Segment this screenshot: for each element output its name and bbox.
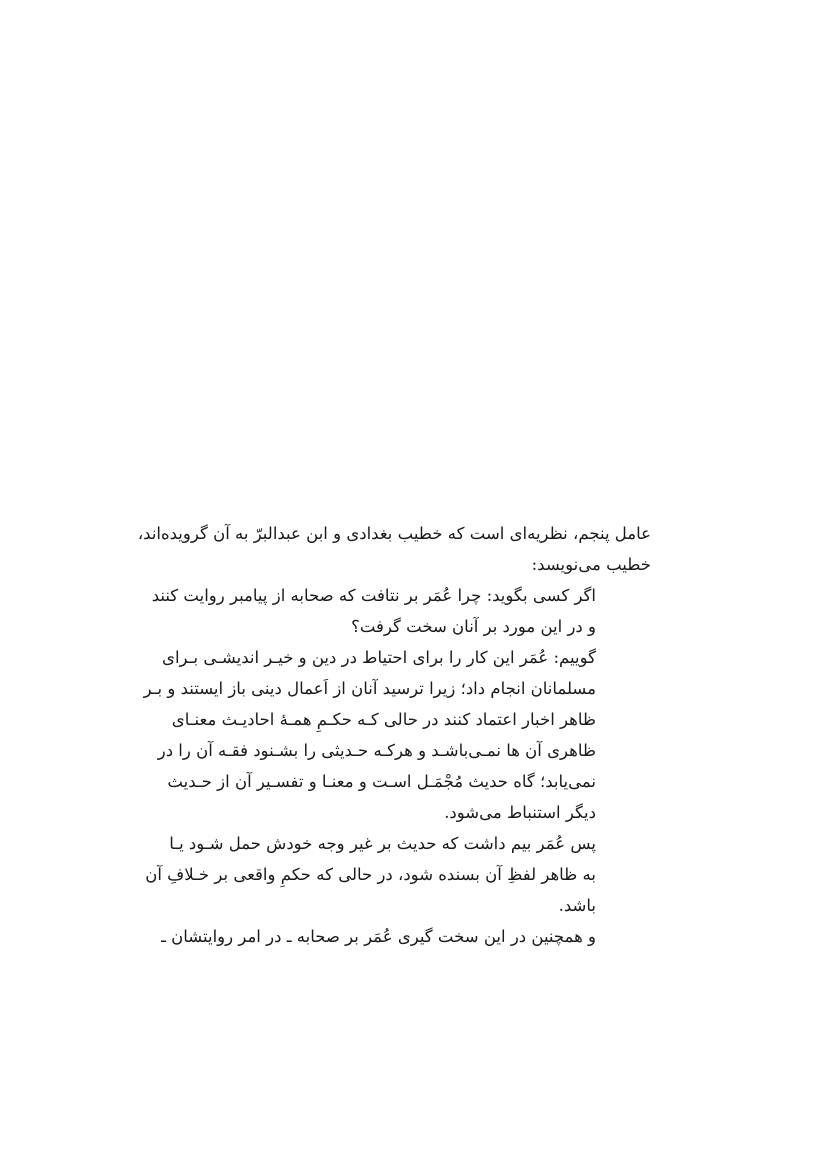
quote-paragraph — [145, 828, 596, 921]
intro-paragraph — [137, 518, 651, 580]
quote-line: ظاهری آن ها نمـی‌باشـد و هرکـه حـدیثی را بشـنود فقـه آن را در — [157, 741, 596, 760]
quote-line: پس عُمَر بیم داشت که حدیث بر غیر وجه خودش حمل شـود یـا — [169, 834, 596, 853]
quote-paragraph — [151, 580, 596, 642]
quote-line: و همچنین در این سخت گیری عُمَر بر صحابه ـ در امر روایتشان ـ — [161, 927, 596, 946]
quote-line: اگر کسی بگوید: چرا عُمَر بر نتافت که صحابه از پیامبر روایت کنند — [151, 586, 596, 605]
quote-line: دیگر استنباط می‌شود. — [444, 803, 596, 822]
intro-line: عامل پنجم، نظریه‌ای است که خطیب بغدادی و ابن عبدالبرّ به آن گرویده‌اند، — [137, 524, 651, 543]
quote-paragraph — [161, 921, 596, 952]
quote-line: گوییم: عُمَر این کار را برای احتیاط در دین و خیـر اندیشـی بـرای — [162, 648, 596, 667]
quote-line: باشد. — [558, 896, 596, 915]
quote-line: ظاهر اخبار اعتماد کنند در حالی کـه حکـمِ همـهٔ احادیـث معنـای — [171, 710, 596, 729]
quote-line: و در این مورد بر آنان سخت گرفت؟ — [351, 617, 596, 636]
quote-line: مسلمانان انجام داد؛ زیرا ترسید آنان از اَعمال دینی باز ایستند و بـر — [143, 679, 596, 698]
block-quote — [143, 580, 596, 952]
quote-line: به ظاهر لفظِ آن بسنده شود، در حالی که حکمِ واقعی بر خـلافِ آن — [145, 865, 596, 884]
quote-line: نمی‌یابد؛ گاه حدیث مُجْمَـل اسـت و معنـا و تفسـیر آن از حـدیث — [167, 772, 596, 791]
quote-paragraph — [143, 642, 596, 828]
intro-line: خطیب می‌نویسد: — [531, 555, 651, 574]
